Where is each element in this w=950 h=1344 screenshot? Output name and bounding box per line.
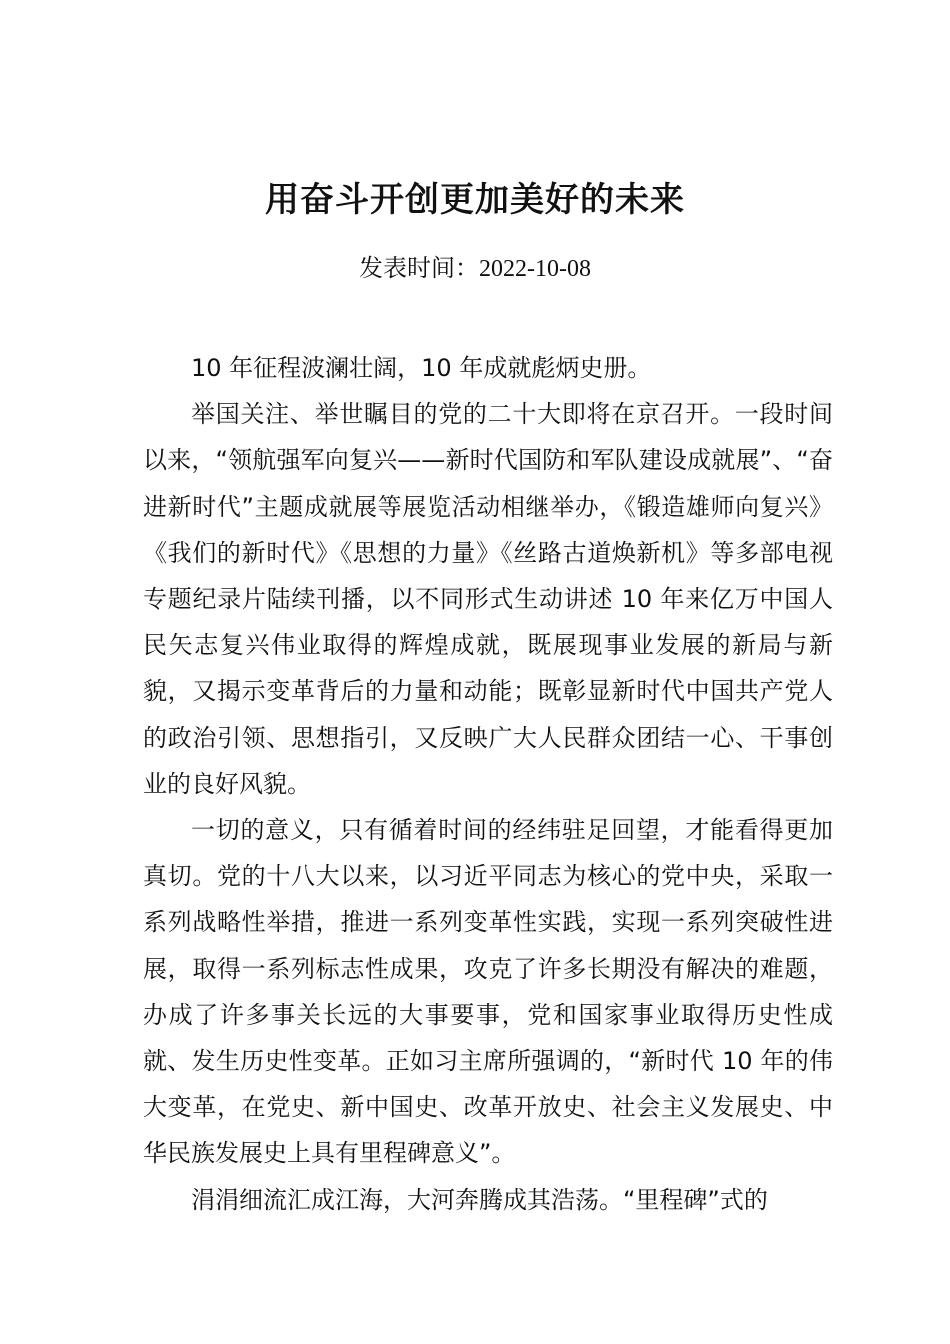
publish-date <box>0 248 950 289</box>
paragraph: 举国关注、举世瞩目的党的二十大即将在京召开。一段时间以来，“领航强军向复兴——新时代国防和军队建设成就展”、“奋进新时代”主题成就展等展览活动相继举办，《锻造雄师向复兴》《我们的新时代》《思想的力量》《丝路古道焕新机》等多部电视专题纪录片陆续刊播，以不同形式生动讲述 10 年来亿万中国人民矢志复兴伟业取得的辉煌成就，既展现事业发展的新局与新貌，又揭示变革背后的力量和动能；既彰显新时代中国共产党人的政治引领、思想指引，又反映广大人民群众团结一心、干事创业的良好风貌。 <box>143 400 833 798</box>
document-title: 用奋斗开创更加美好的未来 <box>265 180 685 220</box>
paragraph: 涓涓细流汇成江海，大河奔腾成其浩荡。“里程碑”式的 <box>191 1185 768 1214</box>
publish-date-label: 发表时间： <box>359 254 479 282</box>
article-body <box>143 345 833 1223</box>
publish-date-value: 2022-10-08 <box>479 256 591 282</box>
paragraph: 一切的意义，只有循着时间的经纬驻足回望，才能看得更加真切。党的十八大以来，以习近平同志为核心的党中央，采取一系列战略性举措，推进一系列变革性实践，实现一系列突破性进展，取得一系列标志性成果，攻克了许多长期没有解决的难题，办成了许多事关长远的大事要事，党和国家事业取得历史性成就、发生历史性变革。正如习主席所强调的，“新时代 10 年的伟大变革，在党史、新中国史、改革开放史、社会主义发展史、中华民族发展史上具有里程碑意义”。 <box>143 816 833 1168</box>
paragraph: 10 年征程波澜壮阔，10 年成就彪炳史册。 <box>191 354 652 382</box>
